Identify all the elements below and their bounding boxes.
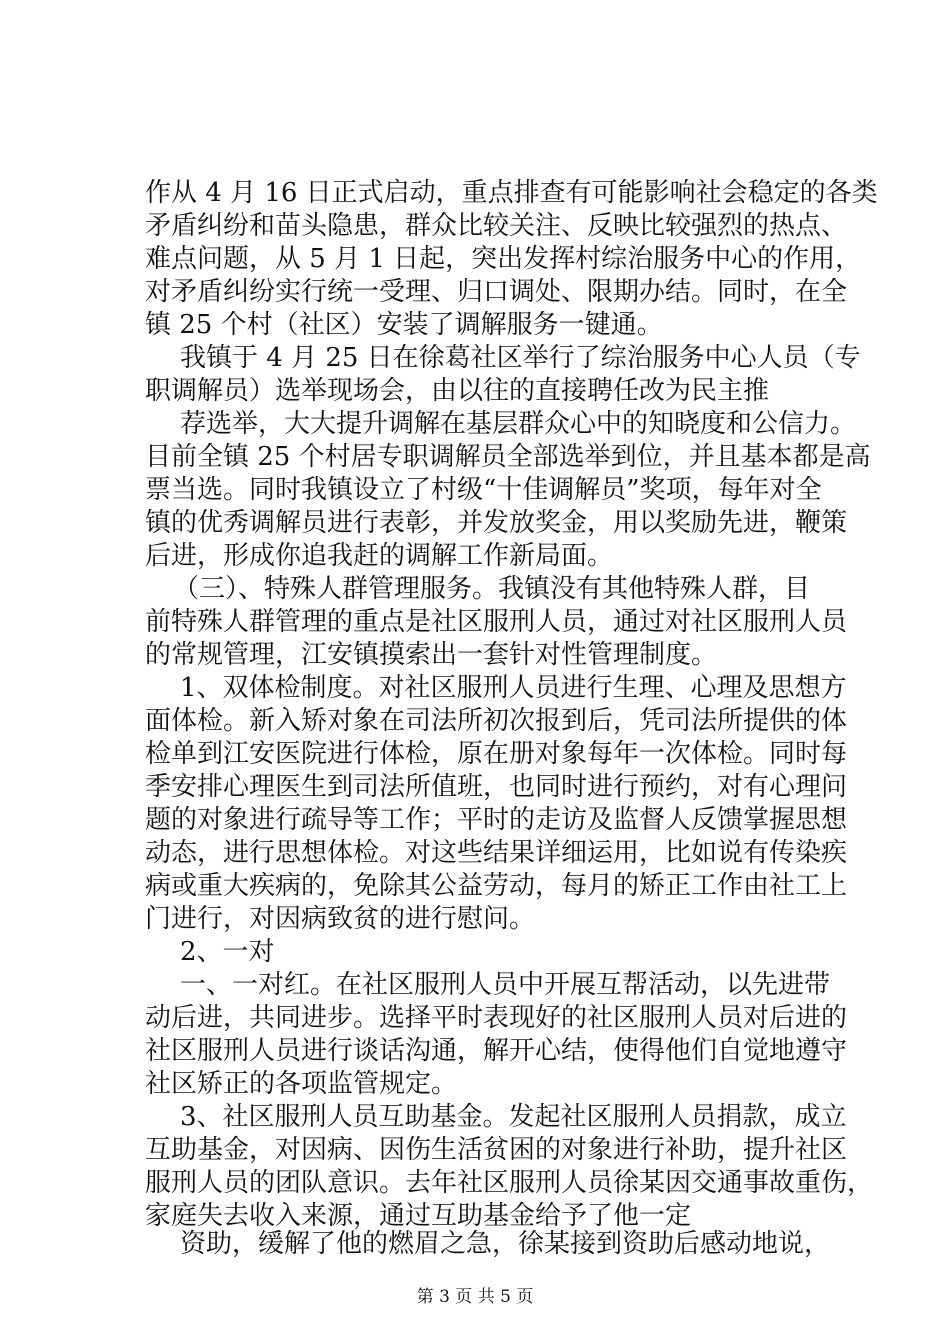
text-line: 1、双体检制度。对社区服刑人员进行生理、心理及思想方	[180, 673, 847, 703]
text-line: 病或重大疾病的，免除其公益劳动，每月的矫正工作由社工上	[145, 871, 848, 901]
text-line: 难点问题，从 5 月 1 日起，突出发挥村综治服务中心的作用，	[145, 244, 862, 274]
text-line: 的常规管理，江安镇摸索出一套针对性管理制度。	[145, 640, 718, 670]
page-footer: 第 3 页 共 5 页	[416, 1287, 534, 1307]
text-line: 对矛盾纠纷实行统一受理、归口调处、限期办结。同时，在全	[145, 277, 848, 307]
text-line: 作从 4 月 16 日正式启动，重点排查有可能影响社会稳定的各类	[145, 178, 878, 208]
text-line: 动后进，共同进步。选择平时表现好的社区服刑人员对后进的	[145, 1003, 848, 1033]
text-line: 3、社区服刑人员互助基金。发起社区服刑人员捐款，成立	[180, 1102, 847, 1132]
text-line: 服刑人员的团队意识。去年社区服刑人员徐某因交通事故重伤，	[145, 1168, 874, 1198]
text-line: 资助，缓解了他的燃眉之急，徐某接到资助后感动地说，	[180, 1229, 831, 1259]
text-line: 题的对象进行疏导等工作；平时的走访及监督人反馈掌握思想	[145, 805, 848, 835]
text-line: 社区服刑人员进行谈话沟通，解开心结，使得他们自觉地遵守	[145, 1036, 848, 1066]
text-line: 家庭失去收入来源，通过互助基金给予了他一定	[145, 1201, 692, 1231]
text-line: 门进行，对因病致贫的进行慰问。	[145, 904, 536, 934]
text-line: 检单到江安医院进行体检，原在册对象每年一次体检。同时每	[145, 739, 848, 769]
text-line: 后进，形成你追我赶的调解工作新局面。	[145, 541, 614, 571]
text-line: 票当选。同时我镇设立了村级“十佳调解员”奖项，每年对全	[145, 475, 822, 505]
text-line: 镇 25 个村（社区）安装了调解服务一键通。	[145, 310, 663, 340]
text-line: 社区矫正的各项监管规定。	[145, 1069, 458, 1099]
text-line: 季安排心理医生到司法所值班，也同时进行预约，对有心理问	[145, 772, 848, 802]
text-line: 荐选举，大大提升调解在基层群众心中的知晓度和公信力。	[180, 409, 857, 439]
text-line: 互助基金，对因病、因伤生活贫困的对象进行补助，提升社区	[145, 1135, 848, 1165]
text-line: 面体检。新入矫对象在司法所初次报到后，凭司法所提供的体	[145, 706, 848, 736]
text-line: 我镇于 4 月 25 日在徐葛社区举行了综治服务中心人员（专	[180, 343, 861, 373]
text-line: 2、一对	[180, 937, 275, 967]
text-line: （三）、特殊人群管理服务。我镇没有其他特殊人群，目	[173, 574, 811, 604]
text-line: 目前全镇 25 个村居专职调解员全部选举到位，并且基本都是高	[145, 442, 871, 472]
text-line: 职调解员）选举现场会，由以往的直接聘任改为民主推	[145, 376, 770, 406]
text-line: 一、一对红。在社区服刑人员中开展互帮活动，以先进带	[180, 970, 831, 1000]
text-line: 矛盾纠纷和苗头隐患，群众比较关注、反映比较强烈的热点、	[145, 211, 848, 241]
text-line: 前特殊人群管理的重点是社区服刑人员，通过对社区服刑人员	[145, 607, 848, 637]
text-line: 动态，进行思想体检。对这些结果详细运用，比如说有传染疾	[145, 838, 848, 868]
text-line: 镇的优秀调解员进行表彰，并发放奖金，用以奖励先进，鞭策	[145, 508, 848, 538]
